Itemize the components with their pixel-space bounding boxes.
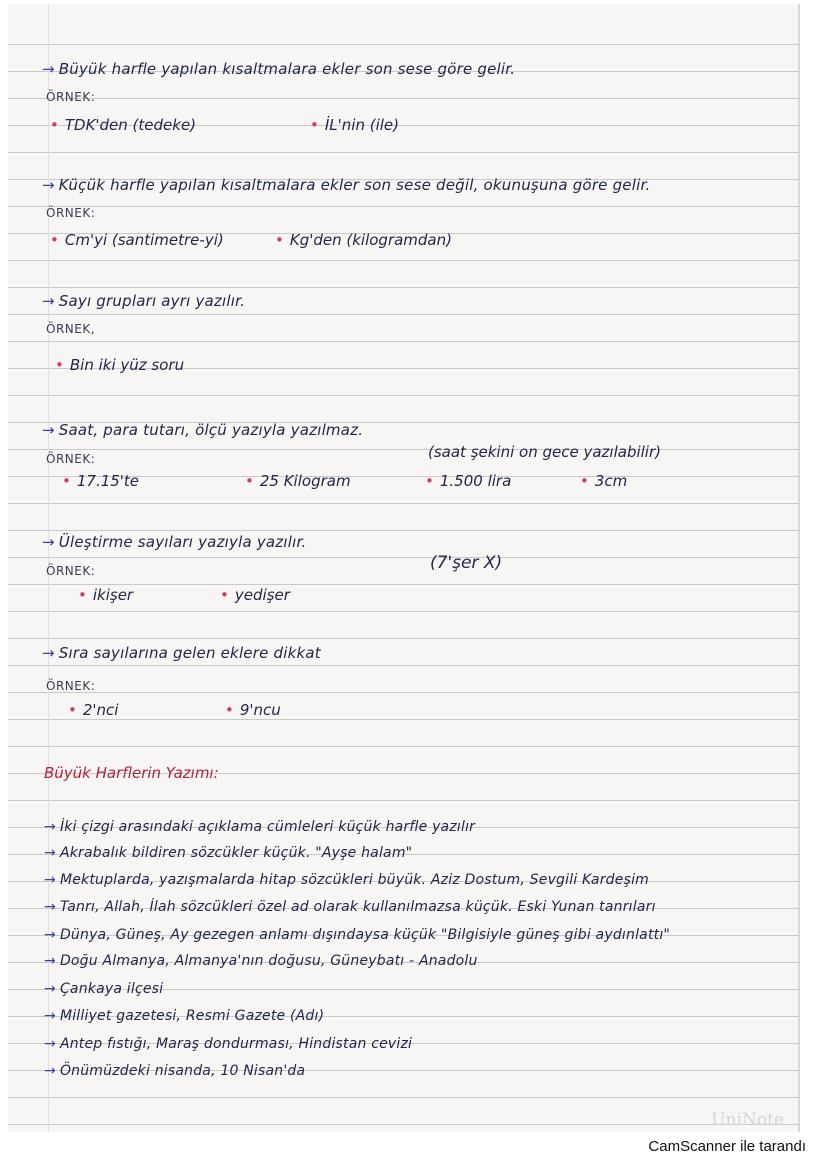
rule-text: Sayı grupları ayrı yazılır. (58, 292, 246, 310)
capital-rule-item (44, 1063, 305, 1079)
capital-rule-text: Dünya, Güneş, Ay gezegen anlamı dışındaysa küçük "Bilgisiyle güneş gibi aydınlattı" (59, 927, 671, 943)
arrow-icon: → (44, 845, 56, 861)
example-label: ÖRNEK, (46, 322, 96, 336)
example-item (50, 116, 196, 134)
rule-text: Büyük harfle yapılan kısaltmalara ekler son sese göre gelir. (58, 60, 516, 78)
arrow-icon: → (44, 899, 56, 915)
rule-6 (42, 644, 321, 662)
capital-rule-text: Doğu Almanya, Almanya'nın doğusu, Güneybatı - Anadolu (59, 953, 478, 969)
example-item (245, 472, 351, 490)
capital-rule-text: İki çizgi arasındaki açıklama cümleleri küçük harfle yazılır (59, 819, 476, 835)
example-label: ÖRNEK: (46, 206, 96, 220)
bullet-icon: • (425, 472, 434, 490)
bullet-icon: • (275, 231, 284, 249)
arrow-icon: → (44, 1008, 56, 1024)
example-text: Cm'yi (santimetre-yi) (64, 231, 224, 249)
watermark-logo: UniNote (711, 1110, 784, 1130)
rule-text: Küçük harfle yapılan kısaltmalara ekler son sese değil, okunuşuna göre gelir. (58, 176, 651, 194)
example-item (425, 472, 511, 490)
arrow-icon: → (42, 421, 55, 439)
capital-rule-item (44, 981, 163, 997)
bullet-icon: • (78, 586, 87, 604)
bullet-icon: • (225, 701, 234, 719)
bullet-icon: • (55, 356, 64, 374)
note: (7'şer X) (430, 553, 503, 573)
rule-4 (42, 421, 363, 439)
capital-rule-text: Antep fıstığı, Maraş dondurması, Hindistan cevizi (59, 1036, 413, 1052)
capital-rule-text: Çankaya ilçesi (59, 981, 164, 997)
example-item (310, 116, 399, 134)
arrow-icon: → (44, 1036, 56, 1052)
arrow-icon: → (44, 981, 56, 997)
capital-rule-text: Mektuplarda, yazışmalarda hitap sözcükleri büyük. Aziz Dostum, Sevgili Kardeşim (59, 872, 649, 888)
arrow-icon: → (42, 176, 55, 194)
scanner-footer: CamScanner ile tarandı (648, 1138, 806, 1155)
bullet-icon: • (62, 472, 71, 490)
example-text: 2'nci (82, 701, 119, 719)
capital-rule-item (44, 819, 475, 835)
rule-1 (42, 60, 515, 78)
example-text: 17.15'te (76, 472, 140, 490)
capital-rule-item (44, 845, 412, 861)
example-item (50, 231, 224, 249)
note: (saat şekini on gece yazılabilir) (428, 443, 661, 461)
example-text: Kg'den (kilogramdan) (289, 231, 452, 249)
example-text: 25 Kilogram (259, 472, 351, 490)
arrow-icon: → (44, 953, 56, 969)
arrow-icon: → (42, 644, 55, 662)
bullet-icon: • (50, 231, 59, 249)
bullet-icon: • (245, 472, 254, 490)
bullet-icon: • (50, 116, 59, 134)
rule-3 (42, 292, 245, 310)
arrow-icon: → (44, 872, 56, 888)
arrow-icon: → (42, 533, 55, 551)
example-text: 1.500 lira (439, 472, 512, 490)
bullet-icon: • (580, 472, 589, 490)
example-label: ÖRNEK: (46, 452, 96, 466)
capital-rule-item (44, 1008, 324, 1024)
example-label: ÖRNEK: (46, 564, 96, 578)
capital-rule-item (44, 872, 649, 888)
arrow-icon: → (44, 1063, 56, 1079)
example-text: 3cm (594, 472, 628, 490)
rule-5 (42, 533, 306, 551)
bullet-icon: • (68, 701, 77, 719)
example-text: İL'nin (ile) (324, 116, 399, 134)
arrow-icon: → (44, 819, 56, 835)
example-label: ÖRNEK: (46, 90, 96, 104)
example-item (275, 231, 452, 249)
rule-2 (42, 176, 650, 194)
capital-rule-text: Akrabalık bildiren sözcükler küçük. "Ayşe halam" (59, 845, 413, 861)
section-heading: Büyük Harflerin Yazımı: (44, 764, 219, 782)
arrow-icon: → (42, 292, 55, 310)
rule-text: Sıra sayılarına gelen eklere dikkat (58, 644, 321, 662)
arrow-icon: → (42, 60, 55, 78)
capital-rule-item (44, 953, 478, 969)
example-text: 9'ncu (239, 701, 281, 719)
example-text: Bin iki yüz soru (69, 356, 185, 374)
capital-rule-text: Milliyet gazetesi, Resmi Gazete (Adı) (59, 1008, 325, 1024)
example-text: TDK'den (tedeke) (64, 116, 197, 134)
example-item (62, 472, 139, 490)
capital-rule-item (44, 899, 656, 915)
example-item (220, 586, 290, 604)
example-item (55, 356, 184, 374)
bullet-icon: • (220, 586, 229, 604)
bullet-icon: • (310, 116, 319, 134)
example-text: yedişer (234, 586, 290, 604)
example-item (78, 586, 133, 604)
example-label: ÖRNEK: (46, 679, 96, 693)
example-item (68, 701, 118, 719)
capital-rule-item (44, 1036, 412, 1052)
rule-text: Üleştirme sayıları yazıyla yazılır. (58, 533, 307, 551)
capital-rule-text: Tanrı, Allah, İlah sözcükleri özel ad olarak kullanılmazsa küçük. Eski Yunan tanrıları (59, 899, 656, 915)
example-item (225, 701, 281, 719)
capital-rule-text: Önümüzdeki nisanda, 10 Nisan'da (59, 1063, 306, 1079)
capital-rule-item (44, 927, 670, 943)
arrow-icon: → (44, 927, 56, 943)
example-item (580, 472, 627, 490)
rule-text: Saat, para tutarı, ölçü yazıyla yazılmaz. (58, 421, 364, 439)
example-text: ikişer (92, 586, 134, 604)
